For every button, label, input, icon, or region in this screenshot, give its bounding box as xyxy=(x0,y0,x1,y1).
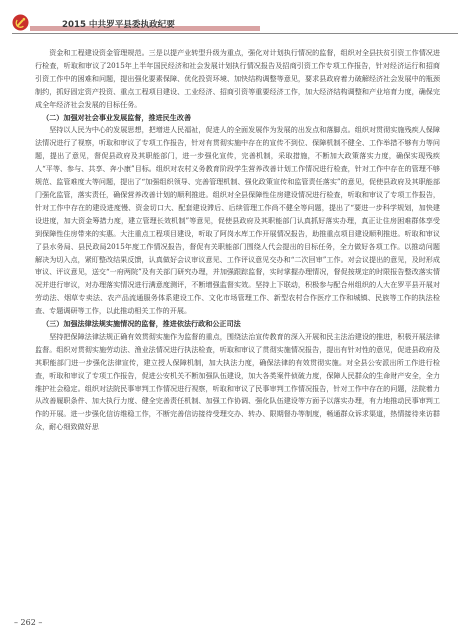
party-emblem-icon xyxy=(12,14,29,31)
body-paragraph: 坚持把保障法律法规正确有效贯彻实施作为监督的重点，围绕法治宣传教育的深入开展和民主法治建设的推进，积极开展法律监督。组织对贯彻实施劳动法、渔业法情况进行执法检查，听取和审议了贯彻实施情况报告，提出有针对性的意见，促进县政府及其职能部门进一步强化法律宣传，建立授人保障机制，加大执法力度，确保法律的有效贯彻实施。对全县公安派出所工作进行检查，听取和审议了专项工作报告，促进公安机关不断加强队伍建设，加大各类案件侦破力度，保障人民群众的生命财产安全，全力维护社会稳定。组织对法院民事审判工作情况进行视察，听取和审议了民事审判工作情况报告，针对工作中存在的问题，法院着力从改善履职条件、加大执行力度、健全完善责任机制、加强工作协调、强化队伍建设等方面予以落实办理，有力地推动民事审判工作的开展。进一步强化信访维稳工作，不断完善信访接待受理交办、转办、限期督办等制度，畅通群众诉求渠道，热情接待来访群众，耐心细致做好思 xyxy=(35,331,440,432)
page-header xyxy=(0,0,471,40)
body-paragraph: 资金和工程建设资金管理规范。三是以提产业转型升级为重点，强化对计划执行情况的监督，组织对全县扶贫引资工作情况进行检查，听取和审议了2015年上半年国民经济和社会发展计划执行情况报告及招商引资工作专项工作报告，针对经济运行和招商引资工作中的困难和问题，提出强化要素保障、优化投资环境、加快结构调整等意见，要求县政府着力破解经济社会发展中的瓶颈制约，抓好固定资产投资、重点工程项目建设、工业经济、招商引资等重要经济工作，加大经济结构调整和产业培育力度，确保完成全年经济社会发展的目标任务。 xyxy=(35,48,440,109)
section-subheading: （二）加强对社会事业发展监督，推进民生改善 xyxy=(42,112,192,122)
header-rule xyxy=(12,33,458,34)
body-text xyxy=(35,47,440,434)
section-subheading: （三）加强法律法规实施情况的监督，推进依法行政和公正司法 xyxy=(42,319,241,329)
body-paragraph: 坚持以人民为中心的发展思想，把增进人民福祉，促进人的全面发展作为发展的出发点和落脚点。组织对贯彻实施残疾人保障法情况进行了视察，听取和审议了专项工作报告，针对有贯彻实施中存在的宣传不到位、保障机制不健全、工作举措不够有力等问题，提出了意见，督促县政府及其职能部门，进一步强化宣传，完善机制，采取措施，不断加大政策落实力度，确保实现残疾人“平等、参与、共享、奔小康”目标。组织对农村义务教育阶段学生营养改善计划工作情况进行检查，针对工作中存在的管理不够规范、监管难度大等问题，提出了“加强组织领导、完善管理机制、强化政策宣传和监管责任落实”的意见，促使县政府及其职能部门强化监管，落实责任，确保营养改善计划的顺利推进。组织对全县保障性住房建设情况进行检查，听取和审议了专项工作报告，针对工作中存在的建设进度慢、资金切口大、配套建设滞后、后续管理工作尚不健全等问题，提出了“要进一步科学规划，加快建设进度，加大资金筹措力度，建立管理长效机制”等意见，促使县政府及其职能部门认真抓好落实办理，真正让住房困难群体享受到保障性住房带来的实惠。大注重点工程项目建设，听取了阿岗水库工作开展情况报告，助推重点项目建设顺利推进。听取和审议了县水务局、县民政局2015年度工作情况报告，督促有关职能部门围绕人代会提出的目标任务，全力做好各项工作。以推动问题解决为切入点，紧盯整改结果反馈，认真做好会议审议意见、工作评议意见交办和“二次回审”工作。对会议提出的意见，及时形成审议、评议意见，送交“一府两院”及有关部门研究办理，并加强跟踪监督，实时掌握办理情况，督促按规定的时限报告整改落实情况并进行审议，对办理落实情况进行满意度测评，不断增强监督实效。坚持上下联动，积极参与配合州组织的人大在罗平县开展对劳动法、烟草专卖法、农产品流通服务体系建设工作、文化市场管理工作、新型农村合作医疗工作和城镇、民族等工作的执法检查、专题调研等工作，以此推动相关工作的开展。 xyxy=(35,125,440,316)
page-number: – 262 – xyxy=(14,618,43,627)
running-title: 2015 中共罗平县委执政纪要 xyxy=(62,20,175,30)
